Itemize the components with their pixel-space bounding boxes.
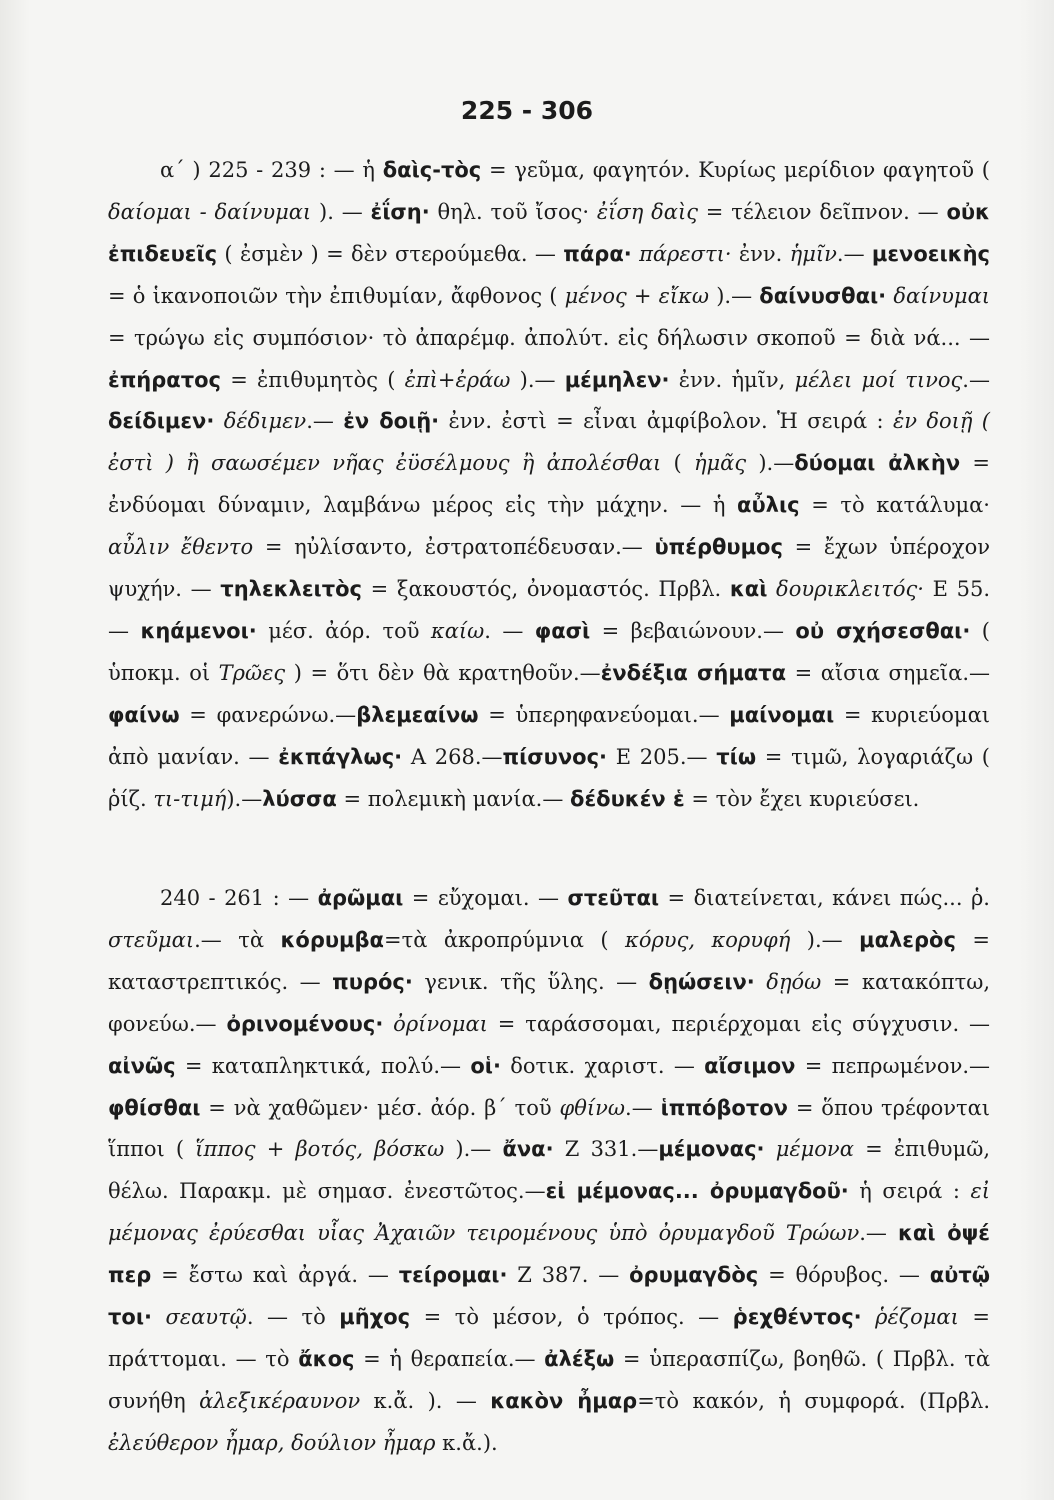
- italic-citation: δέδιμεν: [223, 409, 307, 434]
- italic-citation: ἡμῖν: [789, 241, 837, 266]
- lemma: ἀλέξω: [544, 1346, 615, 1371]
- gloss-text: = φανερώνω.—: [179, 702, 357, 727]
- lemma: οἱ·: [470, 1053, 501, 1078]
- lemma: στεῦται: [567, 886, 660, 910]
- gloss-text: [767, 577, 776, 601]
- lemma: δύομαι ἀλκὴν: [794, 451, 961, 476]
- gloss-text: = τὸν ἔχει κυριεύσει.: [684, 786, 920, 811]
- italic-citation: δαίνυμαι: [893, 283, 990, 308]
- gloss-text: κ.ἄ. ). —: [360, 1388, 491, 1413]
- lemma: πάρα·: [563, 241, 632, 266]
- lemma: κηάμενοι·: [140, 618, 257, 643]
- lemma: ἐν δοιῇ·: [343, 409, 440, 434]
- gloss-text: = ὁ ἱκανοποιῶν τὴν ἐπιθυμίαν, ἄφθονος (: [108, 283, 565, 308]
- lemma: τηλεκλειτὸς: [220, 577, 362, 602]
- lemma: ὑπέρθυμος: [654, 535, 783, 560]
- lemma: ἐΐση·: [370, 199, 430, 224]
- gloss-text: = ἐπιθυμητὸς (: [221, 367, 405, 392]
- gloss-text: [862, 1305, 876, 1329]
- lemma: πυρός·: [332, 969, 413, 994]
- gloss-text: ).—: [790, 927, 860, 952]
- lemma: ὀρινομένους·: [226, 1011, 384, 1036]
- gloss-text: Ε 205.—: [607, 744, 717, 769]
- gloss-text: = ἐνδύομαι δύναμιν, λαμβάνω μέρος εἰς τὴν μάχην. — ἡ: [108, 451, 990, 518]
- gloss-text: ἐνν. ἡμῖν,: [669, 367, 795, 392]
- italic-citation: ῥέζομαι: [875, 1305, 959, 1330]
- lemma: αὐτῷ τοι·: [108, 1263, 991, 1330]
- italic-citation: φθίνω: [559, 1095, 626, 1120]
- lemma: δείδιμεν·: [108, 409, 215, 434]
- italic-citation: ἐπὶ+ἐράω: [404, 367, 511, 392]
- italic-citation: κόρυς, κορυφή: [625, 927, 791, 952]
- gloss-text: = ὅπου τρέφονται ἵπποι (: [108, 1095, 991, 1162]
- lemma: μαλερὸς: [859, 927, 956, 952]
- gloss-text: ).—: [226, 786, 263, 811]
- gloss-text: [632, 242, 639, 266]
- lemma: αἰνῶς: [108, 1053, 176, 1078]
- gloss-text: .—: [836, 241, 872, 266]
- gloss-text: .— τὰ: [194, 927, 281, 952]
- gloss-text: μέσ. ἀόρ. τοῦ: [256, 618, 431, 643]
- gloss-text: [214, 409, 223, 433]
- gloss-text: ἡ σειρά :: [848, 1179, 971, 1204]
- gloss-text: θηλ. τοῦ ἴσος·: [429, 199, 597, 224]
- gloss-text: = αἴσια σημεῖα.—: [786, 660, 991, 685]
- lemma: ἐνδέξια σήματα: [600, 660, 787, 685]
- lemma: πίσυνος·: [502, 744, 608, 769]
- lemma: μέμηλεν·: [564, 367, 670, 392]
- gloss-text: Α 268.—: [402, 744, 503, 769]
- page-range-heading: 225 - 306: [460, 96, 594, 125]
- gloss-text: Ζ 331.—: [553, 1137, 659, 1162]
- lemma: οὐ σχήσεσθαι·: [795, 618, 971, 643]
- gloss-text: = ὑπερηφανεύομαι.—: [478, 702, 730, 727]
- italic-citation: ἐλεύθερον ἦμαρ, δούλιον ἦμαρ: [108, 1430, 436, 1455]
- lemma: ῥεχθέντος·: [732, 1305, 862, 1330]
- italic-citation: μέλει μοί τινος: [794, 367, 963, 392]
- gloss-text: ).—: [510, 367, 565, 392]
- gloss-text: = τιμῶ, λογαριάζω ( ῥίζ.: [108, 744, 990, 811]
- gloss-text: = εὔχομαι. —: [403, 886, 568, 910]
- lemma: ἄκος: [298, 1346, 355, 1371]
- gloss-text: = πολεμικὴ μανία.—: [336, 786, 571, 811]
- gloss-text: [755, 970, 767, 994]
- gloss-text: ( ὑποκμ. οἱ: [108, 618, 990, 685]
- gloss-text: . —: [484, 618, 535, 643]
- italic-citation: ἵππος + βοτός, βόσκω: [195, 1137, 445, 1162]
- italic-citation: ἀλεξικέραυνον: [199, 1388, 361, 1413]
- lemma: οὐκ ἐπιδευεῖς: [108, 199, 990, 266]
- lemma: κακὸν ἦμαρ: [490, 1388, 638, 1413]
- lemma: αἴσιμον: [704, 1053, 796, 1078]
- gloss-text: ἐνν. ἐστὶ = εἶναι ἀμφίβολον. Ἡ σειρά :: [439, 409, 893, 434]
- gloss-text: = ηὐλίσαντο, ἐστρατοπέδευσαν.—: [253, 535, 655, 560]
- gloss-text: ).—: [709, 283, 760, 308]
- gloss-text: = πράττομαι. — τὸ: [108, 1305, 990, 1371]
- gloss-text: 240 - 261 : —: [160, 886, 318, 910]
- commentary-section-225-239: [108, 150, 990, 821]
- gloss-text: = ἐπιθυμῶ, θέλω. Παρακμ. μὲ σημασ. ἐνεστῶτος.—: [108, 1137, 991, 1204]
- gloss-text: κ.ἄ.).: [435, 1430, 498, 1455]
- lemma: λύσσα: [262, 786, 337, 811]
- gloss-text: = διατείνεται, κάνει πώς... ῥ.: [659, 886, 990, 910]
- commentary-paragraph: [108, 150, 990, 821]
- lemma: μαίνομαι: [729, 702, 835, 727]
- gloss-text: = ξακουστός, ὀνομαστός. Πρβλ.: [362, 577, 730, 602]
- gloss-text: .—: [306, 409, 344, 434]
- italic-citation: σεαυτῷ: [165, 1305, 247, 1330]
- gloss-text: [152, 1305, 166, 1329]
- gloss-text: = ἔστω καὶ ἀργά. —: [151, 1263, 399, 1288]
- gloss-text: [765, 1137, 776, 1161]
- gloss-text: ( ἐσμὲν ) = δὲν στερούμεθα. —: [217, 241, 564, 266]
- italic-citation: μέμονα: [775, 1137, 854, 1162]
- gloss-text: ἐνν.: [731, 241, 790, 266]
- italic-citation: στεῦμαι: [108, 927, 195, 952]
- gloss-text: ). —: [311, 199, 371, 224]
- italic-citation: τι-τιμή: [153, 786, 227, 811]
- gloss-text: = πεπρωμένον.—: [795, 1053, 991, 1078]
- italic-citation: αὖλιν ἔθεντο: [108, 535, 254, 560]
- gloss-text: α΄ ) 225 - 239 : — ἡ: [160, 158, 383, 182]
- italic-citation: ἐν δοιῇ ( ἐστὶ ) ἢ σαωσέμεν νῆας ἐϋσέλμους ἢ ἀπολέσθαι: [108, 409, 990, 476]
- gloss-text: =τὸ κακόν, ἡ συμφορά. (Πρβλ.: [637, 1388, 991, 1413]
- italic-citation: ἡμᾶς: [693, 451, 747, 476]
- commentary-paragraph: [108, 878, 990, 1465]
- lemma: τείρομαι·: [398, 1263, 508, 1288]
- lemma: ἱππόβοτον: [660, 1095, 788, 1120]
- lemma: βλεμεαίνω: [356, 702, 479, 727]
- gloss-text: = ἔχων ὑπέροχον ψυχήν. —: [108, 535, 991, 602]
- gloss-text: = κατακόπτω, φονεύω.—: [108, 969, 990, 1036]
- gloss-text: = τὸ κατάλυμα·: [799, 493, 990, 518]
- italic-citation: πάρεστι·: [639, 241, 732, 266]
- lemma: ὀρυμαγδὸς: [629, 1263, 759, 1288]
- gloss-text: = καταστρεπτικός. —: [108, 927, 990, 994]
- gloss-text: = κυριεύομαι ἀπὸ μανίαν. —: [108, 702, 990, 769]
- lemma: μῆχος: [339, 1305, 411, 1330]
- gloss-text: = τέλειον δεῖπνον. —: [697, 199, 947, 224]
- gloss-text: γενικ. τῆς ὕλης. —: [412, 969, 649, 994]
- commentary-section-240-261: [108, 878, 990, 1465]
- lemma: φθίσθαι: [108, 1095, 201, 1120]
- lemma: κόρυμβα: [280, 927, 384, 952]
- gloss-text: δοτικ. χαριστ. —: [500, 1053, 705, 1078]
- lemma: ἐπήρατος: [108, 367, 221, 392]
- lemma: ἄνα·: [502, 1137, 554, 1162]
- gloss-text: = ἡ θεραπεία.—: [354, 1346, 545, 1371]
- gloss-text: [383, 1012, 393, 1036]
- gloss-text: = νὰ χαθῶμεν· μέσ. ἀόρ. β΄ τοῦ: [200, 1095, 560, 1120]
- gloss-text: . — τὸ: [246, 1305, 340, 1330]
- gloss-text: = τρώγω εἰς συμπόσιον· τὸ ἀπαρέμφ. ἀπολύτ. εἰς δήλωσιν σκοποῦ = διὰ νά... —: [108, 325, 990, 350]
- gloss-text: = θόρυβος. —: [758, 1263, 930, 1288]
- gloss-text: Ζ 387. —: [507, 1263, 630, 1288]
- lemma: μενοεικὴς: [871, 241, 990, 266]
- gloss-text: .—: [859, 1221, 898, 1246]
- gloss-text: = καταπληκτικά, πολύ.—: [175, 1053, 471, 1078]
- lemma: τίω: [716, 744, 757, 769]
- lemma: καὶ ὀψέ περ: [108, 1221, 990, 1288]
- lemma: καὶ: [729, 577, 768, 602]
- gloss-text: ) = ὅτι δὲν θὰ κρατηθοῦν.—: [285, 660, 601, 685]
- lemma: δῃώσειν·: [648, 969, 755, 994]
- lemma: δαὶς-τὸς: [382, 158, 482, 182]
- gloss-text: = ὑπερασπίζω, βοηθῶ. ( Πρβλ. τὰ συνήθη: [108, 1346, 991, 1413]
- italic-citation: δῃόω: [766, 969, 822, 994]
- lemma: μέμονας·: [658, 1137, 765, 1162]
- italic-citation: δουρικλειτός·: [776, 577, 924, 602]
- gloss-text: ).—: [444, 1137, 503, 1162]
- gloss-text: = τὸ μέσον, ὁ τρόπος. —: [410, 1305, 733, 1330]
- gloss-text: =τὰ ἀκροπρύμνια (: [383, 927, 626, 952]
- lemma: φασὶ: [534, 618, 591, 643]
- gloss-text: = ταράσσομαι, περιέρχομαι εἰς σύγχυσιν. —: [487, 1011, 990, 1036]
- lemma: φαίνω: [108, 702, 180, 727]
- gloss-text: = γεῦμα, φαγητόν. Κυρίως μερίδιον φαγητοῦ (: [481, 158, 991, 182]
- gloss-text: .—: [962, 367, 990, 392]
- italic-citation: ἐΐση δαὶς: [596, 199, 698, 224]
- italic-citation: Τρῶες: [218, 660, 286, 685]
- gloss-text: Ε 55.—: [108, 577, 990, 643]
- italic-citation: εἰ μέμονας ἐρύεσθαι υἷας Ἀχαιῶν τειρομένους ὑπὸ ὀρυμαγδοῦ Τρώων: [108, 1179, 990, 1246]
- gloss-text: ).—: [746, 451, 795, 476]
- lemma: ἐκπάγλως·: [278, 744, 403, 769]
- gloss-text: (: [661, 451, 694, 476]
- lemma: εἰ μέμονας... ὀρυμαγδοῦ·: [545, 1179, 849, 1204]
- italic-citation: ὀρίνομαι: [393, 1011, 488, 1036]
- lemma: δαίνυσθαι·: [759, 283, 887, 308]
- lemma: ἀρῶμαι: [317, 886, 404, 910]
- gloss-text: = βεβαιώνουν.—: [590, 618, 796, 643]
- lemma: αὖλις: [737, 493, 800, 518]
- lemma: δέδυκέν ἑ: [570, 786, 685, 811]
- gloss-text: .—: [625, 1095, 661, 1120]
- italic-citation: δαίομαι - δαίνυμαι: [108, 199, 312, 224]
- italic-citation: μένος + εἴκω: [564, 283, 710, 308]
- italic-citation: καίω: [430, 618, 485, 643]
